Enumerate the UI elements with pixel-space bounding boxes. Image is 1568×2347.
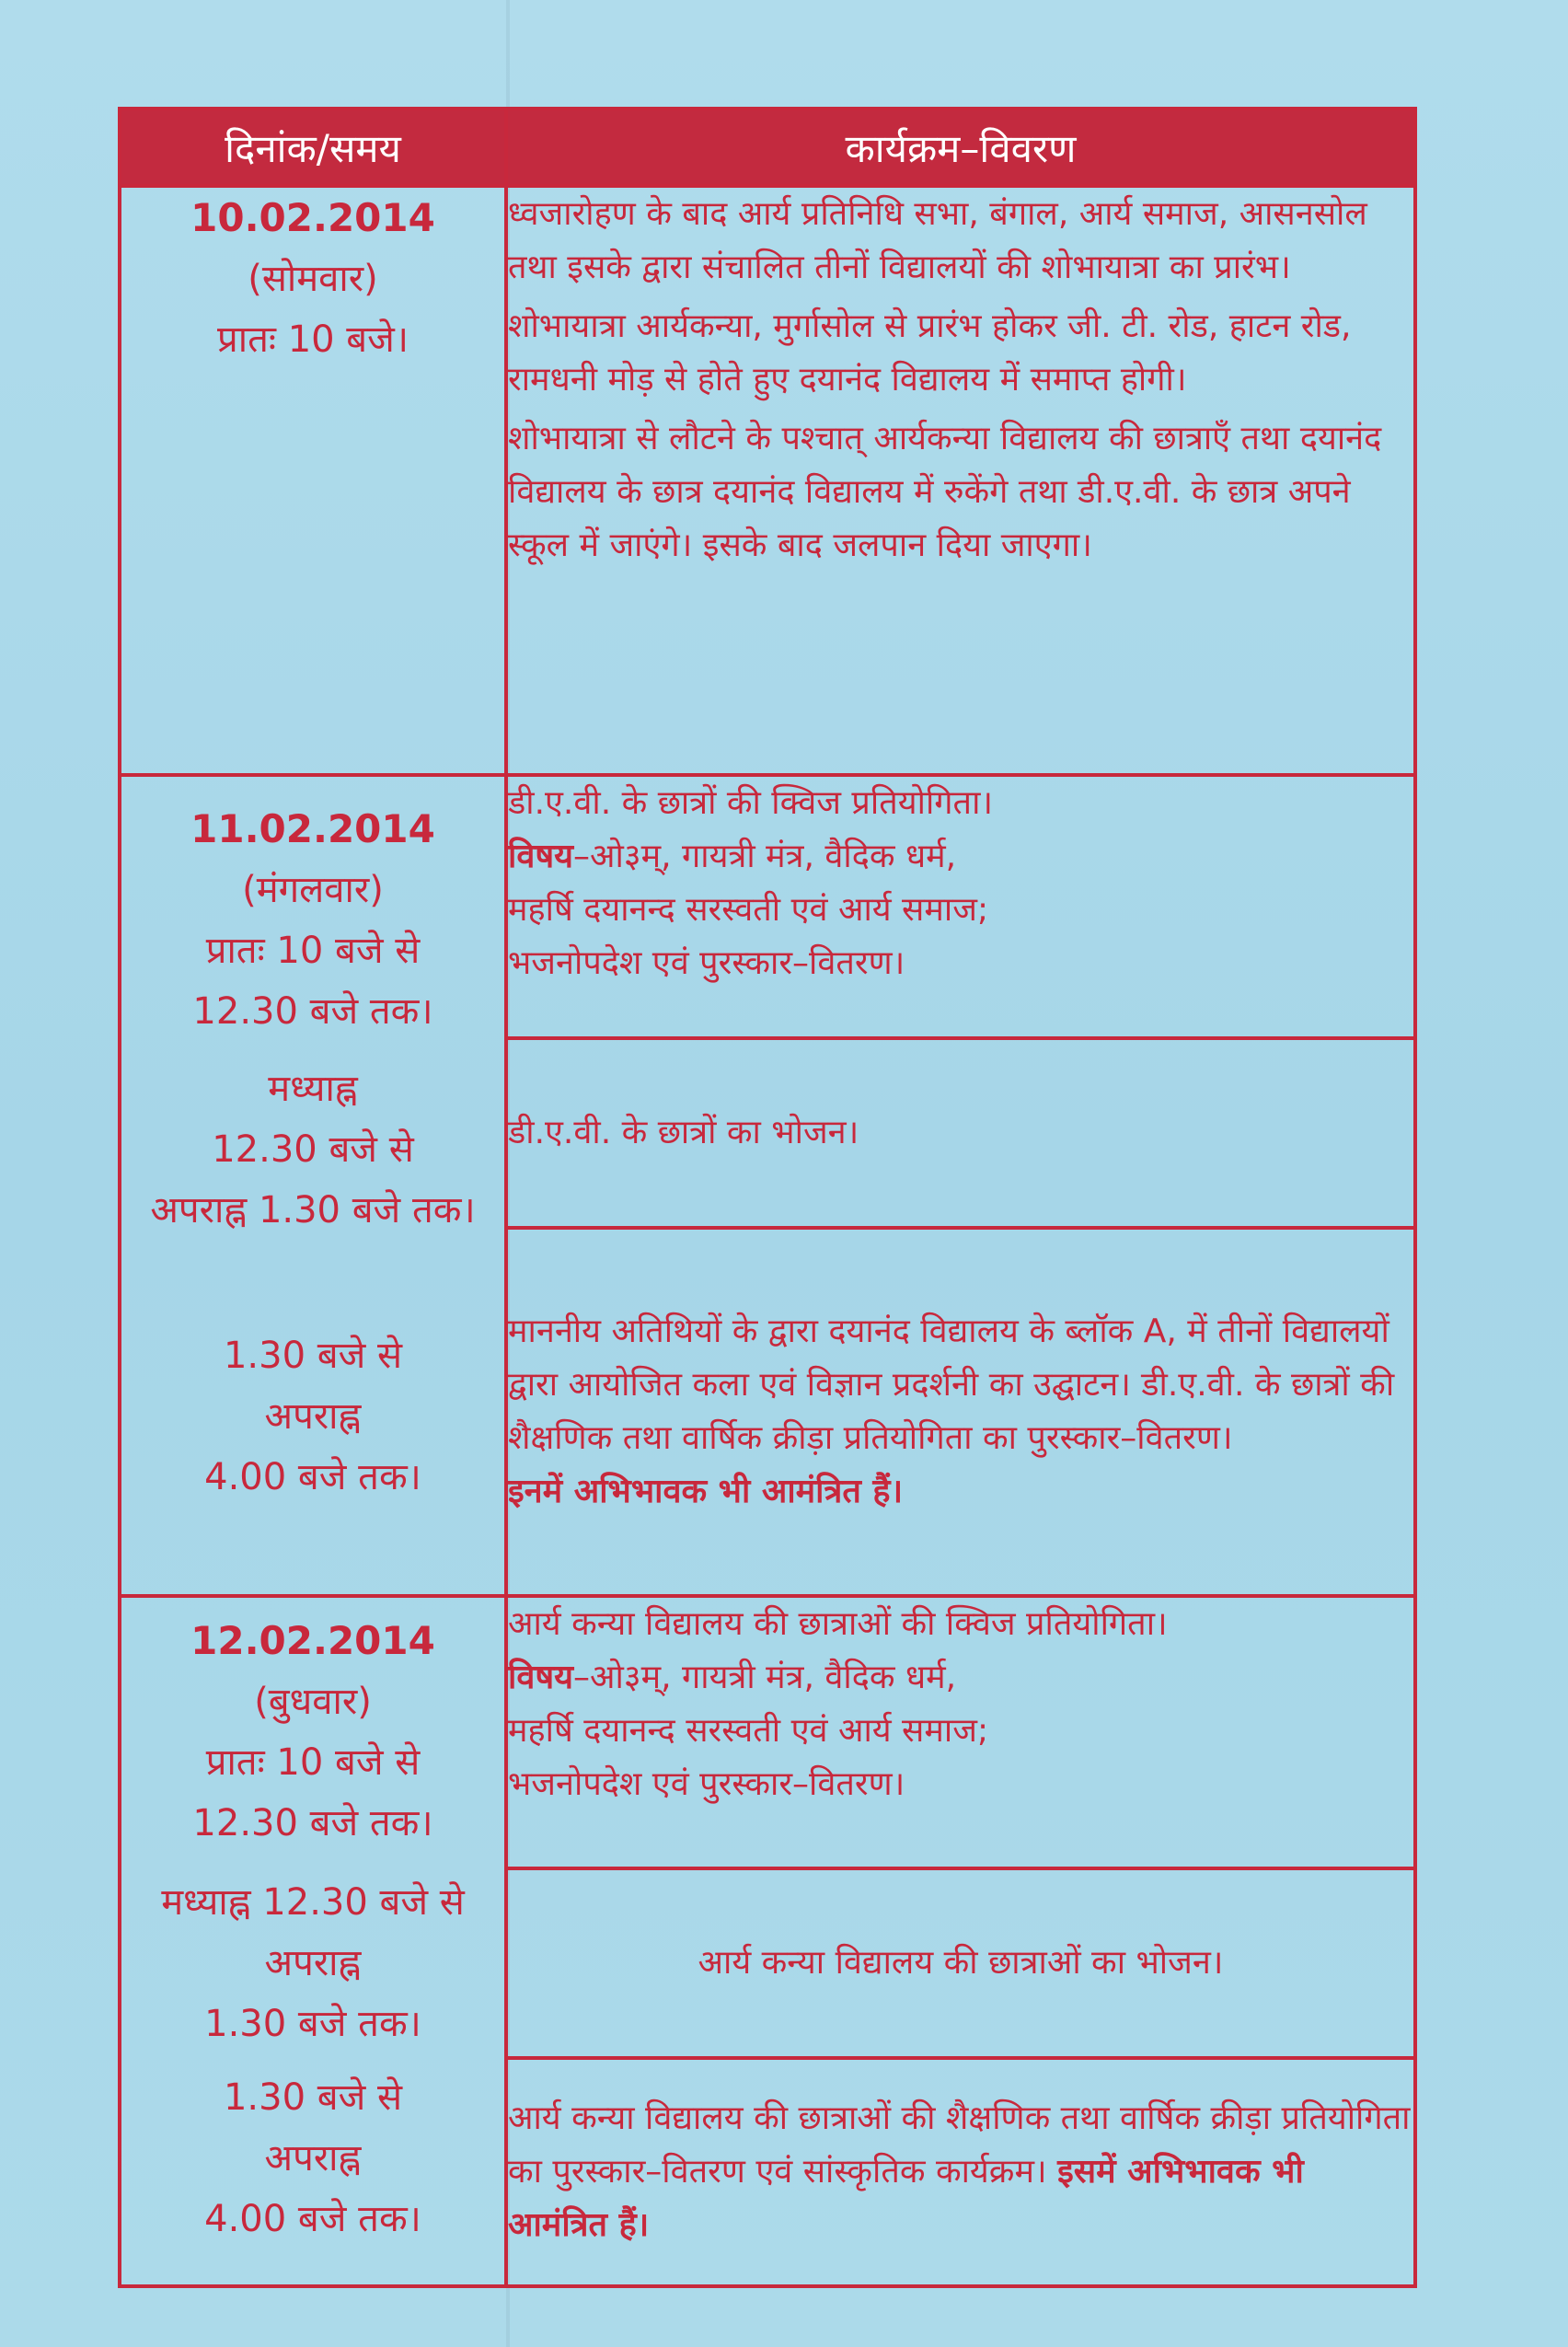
day2-s2-time-a: मध्याह्न	[268, 1068, 358, 1110]
day1-date-cell	[120, 186, 506, 775]
day1-row	[120, 186, 1415, 775]
day2-lunch-text: डी.ए.वी. के छात्रों का भोजन।	[508, 1114, 859, 1151]
day3-s1-time-b: 12.30 बजे तक।	[192, 1802, 433, 1844]
day3-s2-time-b: अपराह्न	[264, 1942, 362, 1984]
day2-weekday: (मंगलवार)	[242, 869, 384, 911]
day3-parents-note: इसमें अभिभावक भी आमंत्रित हैं।	[508, 2153, 1304, 2244]
day2-s2-time-c: अपराह्न 1.30 बजे तक।	[150, 1189, 476, 1231]
day1-description	[506, 186, 1415, 775]
day2-s3-time-c: 4.00 बजे तक।	[204, 1456, 421, 1498]
day1-para-2: शोभायात्रा आर्यकन्या, मुर्गासोल से प्रारंभ होकर जी. टी. रोड, हाटन रोड, रामधनी मोड़ से होते हुए दयानंद विद्यालय में समाप्त होगी।	[508, 307, 1352, 399]
day2-session1-description	[506, 775, 1415, 1038]
day2-session1-row	[120, 775, 1415, 1038]
day3-session2-description	[506, 1868, 1415, 2058]
day2-subject-text: –ओ३म्, गायत्री मंत्र, वैदिक धर्म,	[573, 838, 957, 875]
schedule-table	[118, 107, 1417, 2288]
day3-s1-time-a: प्रातः 10 बजे से	[205, 1741, 421, 1784]
day2-date-cell	[120, 775, 506, 1596]
day2-subject-line	[508, 830, 1413, 884]
day3-date-cell	[120, 1596, 506, 2286]
day2-session2-description	[506, 1038, 1415, 1228]
day1-date: 10.02.2014	[190, 195, 435, 240]
day1-time: प्रातः 10 बजे।	[216, 318, 409, 361]
day2-exhibition-text: माननीय अतिथियों के द्वारा दयानंद विद्यालय के ब्लॉक A, में तीनों विद्यालयों द्वारा आयोजित कला एवं विज्ञान प्रदर्शनी का उद्घाटन। डी.ए.वी. के छात्रों की शैक्षणिक तथा वार्षिक क्रीड़ा प्रतियोगिता का पुरस्कार–वितरण।	[508, 1312, 1395, 1457]
header-row	[120, 109, 1415, 186]
day2-prize-line: भजनोपदेश एवं पुरस्कार–वितरण।	[508, 944, 905, 982]
day1-para-1: ध्वजारोहण के बाद आर्य प्रतिनिधि सभा, बंगाल, आर्य समाज, आसनसोल तथा इसके द्वारा संचालित तीनों विद्यालयों की शोभायात्रा का प्रारंभ।	[508, 195, 1367, 286]
day2-s1-time-b: 12.30 बजे तक।	[192, 990, 433, 1033]
day1-weekday: (सोमवार)	[248, 258, 378, 300]
day3-s3-time-b: अपराह्न	[264, 2137, 362, 2179]
day2-s3-time-a: 1.30 बजे से	[223, 1335, 403, 1377]
header-date-time: दिनांक/समय	[120, 109, 506, 186]
day3-lunch-text: आर्य कन्या विद्यालय की छात्राओं का भोजन।	[698, 1944, 1224, 1982]
day3-session1-row	[120, 1596, 1415, 1868]
day3-subject-line-2: महर्षि दयानन्द सरस्वती एवं आर्य समाज;	[508, 1712, 989, 1750]
day3-quiz-line: आर्य कन्या विद्यालय की छात्राओं की क्विज प्रतियोगिता।	[508, 1605, 1168, 1643]
day3-weekday: (बुधवार)	[254, 1681, 372, 1723]
day3-s3-time-c: 4.00 बजे तक।	[204, 2198, 421, 2240]
day3-session3-description	[506, 2058, 1415, 2286]
day3-cultural-text: आर्य कन्या विद्यालय की छात्राओं की शैक्षणिक तथा वार्षिक क्रीड़ा प्रतियोगिता का पुरस्कार–वितरण एवं सांस्कृतिक कार्यक्रम।	[508, 2099, 1411, 2191]
day3-session1-description	[506, 1596, 1415, 1868]
day3-s2-time-c: 1.30 बजे तक।	[204, 2003, 421, 2045]
day2-s1-time-a: प्रातः 10 बजे से	[205, 930, 421, 972]
header-program-details: कार्यक्रम–विवरण	[506, 109, 1415, 186]
day3-date: 12.02.2014	[190, 1618, 435, 1663]
day3-s3-time-a: 1.30 बजे से	[223, 2076, 403, 2119]
day3-subject-text: –ओ३म्, गायत्री मंत्र, वैदिक धर्म,	[573, 1659, 957, 1696]
day2-session3-description	[506, 1228, 1415, 1596]
day2-subject-line-2: महर्षि दयानन्द सरस्वती एवं आर्य समाज;	[508, 891, 989, 929]
day3-prize-line: भजनोपदेश एवं पुरस्कार–वितरण।	[508, 1765, 905, 1803]
day3-subject-line	[508, 1651, 1413, 1705]
day2-parents-note: इनमें अभिभावक भी आमंत्रित हैं।	[508, 1473, 904, 1510]
day3-subject-label: विषय	[508, 1659, 574, 1696]
day2-s3-time-b: अपराह्न	[264, 1395, 362, 1438]
day3-s2-time-a: मध्याह्न 12.30 बजे से	[161, 1881, 465, 1924]
day2-quiz-line: डी.ए.वी. के छात्रों की क्विज प्रतियोगिता।	[508, 784, 994, 822]
day2-subject-label: विषय	[508, 838, 574, 875]
day1-para-3: शोभायात्रा से लौटने के पश्चात् आर्यकन्या विद्यालय की छात्राएँ तथा दयानंद विद्यालय के छात्र दयानंद विद्यालय में रुकेंगे तथा डी.ए.वी. के छात्र अपने स्कूल में जाएंगे। इसके बाद जलपान दिया जाएगा।	[508, 420, 1382, 564]
day2-date: 11.02.2014	[190, 806, 435, 851]
day2-s2-time-b: 12.30 बजे से	[212, 1128, 414, 1171]
